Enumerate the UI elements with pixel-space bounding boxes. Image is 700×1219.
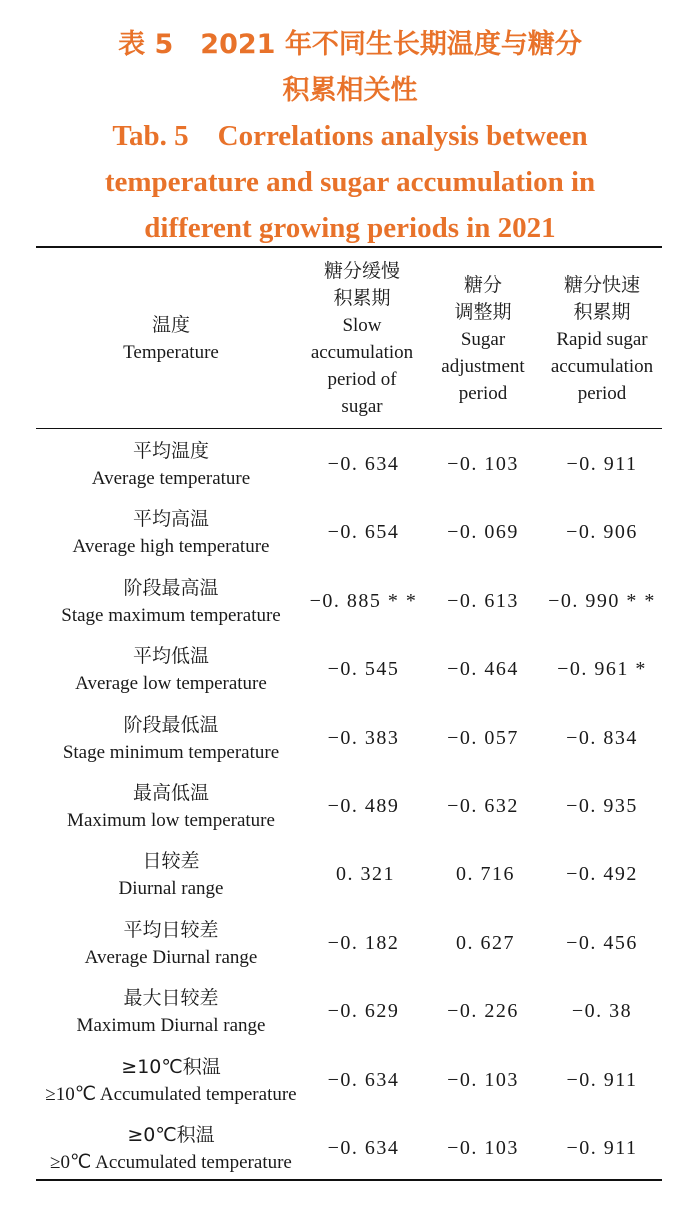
table-row <box>36 842 662 910</box>
row-label-en: Average low temperature <box>75 673 267 695</box>
cell-adjustment: −0. 613 <box>447 589 519 612</box>
header-slow-en4: sugar <box>341 396 383 417</box>
caption-cn-line1: 表 5 2021 年不同生长期温度与糖分 <box>118 29 582 60</box>
row-label-en: Stage minimum temperature <box>62 741 280 763</box>
cell-slow: −0. 545 <box>327 658 400 681</box>
row-label-en: Average high temperature <box>72 536 270 558</box>
header-rapid-en1: Rapid sugar <box>556 329 648 350</box>
table-row <box>36 1048 662 1116</box>
cell-adjustment: −0. 464 <box>447 658 519 681</box>
cell-slow: −0. 182 <box>327 931 400 954</box>
header-slow-en3: period of <box>327 369 397 390</box>
row-label <box>40 780 302 834</box>
header-slow-cn2: 积累期 <box>333 287 391 309</box>
row-label-cn: ≥10℃积温 <box>121 1055 221 1078</box>
table-row <box>36 637 662 705</box>
header-slow-en2: accumulation <box>310 342 414 363</box>
cell-rapid: −0. 492 <box>566 863 638 886</box>
row-label <box>40 917 302 971</box>
table-top-rule <box>36 246 662 248</box>
cell-rapid: −0. 990 * * <box>548 589 656 612</box>
table-header-rule <box>36 428 662 429</box>
cell-slow: −0. 634 <box>327 1068 400 1091</box>
table-row <box>36 979 662 1047</box>
table-row <box>36 1116 662 1184</box>
cell-slow: −0. 629 <box>327 1000 400 1023</box>
cell-slow: −0. 654 <box>327 521 400 544</box>
table-row <box>36 569 662 637</box>
row-label-en: Maximum Diurnal range <box>76 1015 266 1037</box>
header-temperature <box>40 312 302 366</box>
header-adj-cn2: 调整期 <box>454 301 512 323</box>
cell-slow: −0. 489 <box>327 794 400 817</box>
cell-adjustment: −0. 103 <box>447 453 519 475</box>
header-rapid-cn2: 积累期 <box>573 301 631 323</box>
row-label-cn: 平均温度 <box>132 440 209 462</box>
caption-en-line1: Tab. 5 Correlations analysis between <box>112 120 588 152</box>
table-row <box>36 911 662 979</box>
header-rapid-en3: period <box>577 383 627 404</box>
cell-slow: −0. 634 <box>327 453 400 475</box>
row-label-cn: 平均低温 <box>132 645 209 668</box>
header-slow-period <box>306 258 418 420</box>
cell-adjustment: −0. 632 <box>447 794 519 817</box>
row-label-cn: 阶段最高温 <box>123 576 219 599</box>
cell-rapid: −0. 911 <box>566 1068 638 1091</box>
header-adj-en2: adjustment <box>441 356 525 377</box>
row-label <box>40 1122 302 1176</box>
cell-rapid: −0. 935 <box>566 794 638 817</box>
cell-adjustment: 0. 716 <box>456 863 515 886</box>
row-label <box>40 438 302 492</box>
caption-cn-line2: 积累相关性 <box>282 75 418 106</box>
cell-rapid: −0. 911 <box>566 453 638 475</box>
header-temperature-cn: 温度 <box>151 314 190 336</box>
table-row <box>36 432 662 500</box>
row-label-cn: 平均高温 <box>132 508 209 531</box>
row-label-en: Stage maximum temperature <box>61 604 281 626</box>
header-rapid-cn1: 糖分快速 <box>563 274 640 296</box>
cell-adjustment: −0. 057 <box>447 726 519 749</box>
cell-slow: −0. 634 <box>327 1136 400 1159</box>
cell-rapid: −0. 834 <box>566 726 638 749</box>
row-label <box>40 575 302 629</box>
row-label-en: ≥0℃ Accumulated temperature <box>50 1151 292 1173</box>
cell-adjustment: −0. 069 <box>447 521 519 544</box>
cell-adjustment: −0. 103 <box>447 1068 519 1091</box>
row-label-cn: 阶段最低温 <box>123 713 219 736</box>
cell-adjustment: 0. 627 <box>456 931 515 954</box>
header-temperature-en: Temperature <box>123 342 219 363</box>
row-label-cn: 最大日较差 <box>123 987 219 1010</box>
header-rapid-en2: accumulation <box>550 356 654 377</box>
row-label-en: Average Diurnal range <box>84 946 258 968</box>
cell-adjustment: −0. 226 <box>447 1000 519 1023</box>
cell-rapid: −0. 456 <box>566 931 638 954</box>
table-body <box>36 432 662 1184</box>
header-adj-cn1: 糖分 <box>463 274 502 296</box>
cell-rapid: −0. 38 <box>571 1000 633 1023</box>
cell-slow: −0. 885 * * <box>309 589 418 612</box>
cell-adjustment: −0. 103 <box>447 1136 519 1159</box>
row-label-en: Average temperature <box>91 468 251 489</box>
caption-en-line3: different growing periods in 2021 <box>144 212 556 244</box>
row-label <box>40 1054 302 1108</box>
header-rapid-period <box>542 272 662 407</box>
table-bottom-rule <box>36 1179 662 1181</box>
table-row <box>36 774 662 842</box>
table-row <box>36 706 662 774</box>
row-label-cn: 最高低温 <box>132 781 209 804</box>
row-label <box>40 506 302 560</box>
cell-rapid: −0. 911 <box>566 1136 638 1159</box>
row-label-cn: 日较差 <box>142 850 200 873</box>
row-label <box>40 848 302 902</box>
header-adj-en1: Sugar <box>460 329 506 350</box>
caption-en-line2: temperature and sugar accumulation in <box>104 166 596 198</box>
row-label <box>40 985 302 1039</box>
row-label <box>40 712 302 766</box>
row-label <box>40 643 302 697</box>
row-label-cn: 平均日较差 <box>123 918 219 941</box>
header-slow-cn1: 糖分缓慢 <box>323 260 400 282</box>
cell-slow: −0. 383 <box>327 726 400 749</box>
cell-rapid: −0. 961 * <box>557 658 647 681</box>
header-slow-en1: Slow <box>342 315 382 336</box>
header-adj-en3: period <box>458 383 508 404</box>
table-row <box>36 500 662 568</box>
cell-slow: 0. 321 <box>336 863 395 886</box>
row-label-en: ≥10℃ Accumulated temperature <box>45 1083 297 1105</box>
row-label-en: Diurnal range <box>118 878 224 900</box>
row-label-en: Maximum low temperature <box>67 809 275 831</box>
row-label-cn: ≥0℃积温 <box>127 1123 215 1146</box>
header-adjustment-period <box>428 272 538 407</box>
cell-rapid: −0. 906 <box>566 521 638 544</box>
